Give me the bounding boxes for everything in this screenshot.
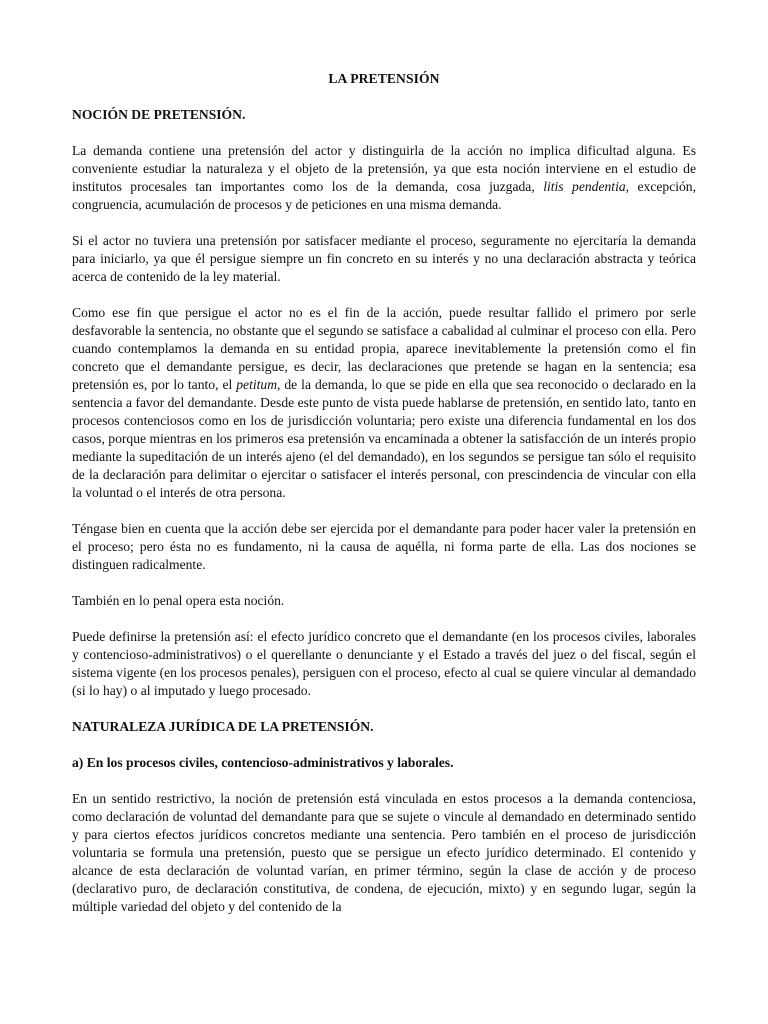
paragraph-1-italic-term: litis pendentia [543,179,626,194]
paragraph-3-text-b: , de la demanda, lo que se pide en ella que sea reconocido o declarado en la sentencia a favor del demandante. Desde este punto de vista puede hablarse de pretensión, en sentido lato, tanto en procesos contenciosos como en los de jurisdicción voluntaria; pero existe una diferencia fundamental en los dos casos, porque mientras en los primeros esa pretensión va encaminada a obtener la satisfacción de un interés propio mediante la supeditación de un interés ajeno (el del demandado), en los segundos se persigue tan sólo el requisito de la declaración para delimitar o ejercitar o satisfacer el interés personal, con prescindencia de vincular con ella la voluntad o el interés de otra persona. [72,377,696,500]
paragraph-2: Si el actor no tuviera una pretensión por satisfacer mediante el proceso, seguramente no ejercitaría la demanda para iniciarlo, ya que él persigue siempre un fin concreto en su interés y no una declaración abstracta y teórica acerca de contenido de la ley material. [72,233,696,284]
section-heading-naturaleza: NATURALEZA JURÍDICA DE LA PRETENSIÓN. [72,719,374,734]
section-heading-nocion: NOCIÓN DE PRETENSIÓN. [72,107,246,122]
paragraph-3 [72,304,696,502]
document-title: LA PRETENSIÓN [328,71,440,86]
paragraph-1-text-a: La demanda contiene una pretensión del actor y distinguirla de la acción no implica dificultad alguna. Es conveniente estudiar la naturaleza y el objeto de la pretensión, ya que esta noción interviene en el estudio de institutos procesales tan importantes como los de la demanda, cosa juzgada, [72,143,696,194]
paragraph-4: Téngase bien en cuenta que la acción debe ser ejercida por el demandante para poder hacer valer la pretensión en el proceso; pero ésta no es fundamento, ni la causa de aquélla, ni forma parte de ella. Las dos nociones se distinguen radicalmente. [72,521,696,572]
paragraph-3-italic-term: petitum [236,377,278,392]
paragraph-3-text-a: Como ese fin que persigue el actor no es el fin de la acción, puede resultar fallido el primero por serle desfavorable la sentencia, no obstante que el segundo se satisface a cabalidad al culminar el proceso con ella. Pero cuando contemplamos la demanda en su entidad propia, aparece inevitablemente la pretensión como el fin concreto que el demandante persigue, es decir, las declaraciones que pretende se hagan en la sentencia; esa pretensión es, por lo tanto, el [72,305,696,392]
subsection-heading-a: a) En los procesos civiles, contencioso-administrativos y laborales. [72,755,454,770]
paragraph-1 [72,142,696,214]
paragraph-1-text-b: , excepción, congruencia, acumulación de procesos y de peticiones en una misma demanda. [72,179,697,212]
paragraph-5: También en lo penal opera esta noción. [72,593,285,608]
document-page [72,70,696,916]
paragraph-6: Puede definirse la pretensión así: el efecto jurídico concreto que el demandante (en los procesos civiles, laborales y contencioso-administrativos) o el querellante o denunciante y el Estado a través del juez o del fiscal, según el sistema vigente (en los procesos penales), persiguen con el proceso, efecto al cual se quiere vincular al demandado (si lo hay) o al imputado y luego procesado. [72,629,696,698]
paragraph-7: En un sentido restrictivo, la noción de pretensión está vinculada en estos procesos a la demanda contenciosa, como declaración de voluntad del demandante para que se sujete o vincule al demandado en determinado sentido y para ciertos efectos jurídicos concretos mediante una sentencia. Pero también en el proceso de jurisdicción voluntaria se formula una pretensión, puesto que se persigue un efecto jurídico determinado. El contenido y alcance de esta declaración de voluntad varían, en primer término, según la clase de acción y de proceso (declarativo puro, de declaración constitutiva, de condena, de ejecución, mixto) y en segundo lugar, según la múltiple variedad del objeto y del contenido de la [72,791,696,914]
